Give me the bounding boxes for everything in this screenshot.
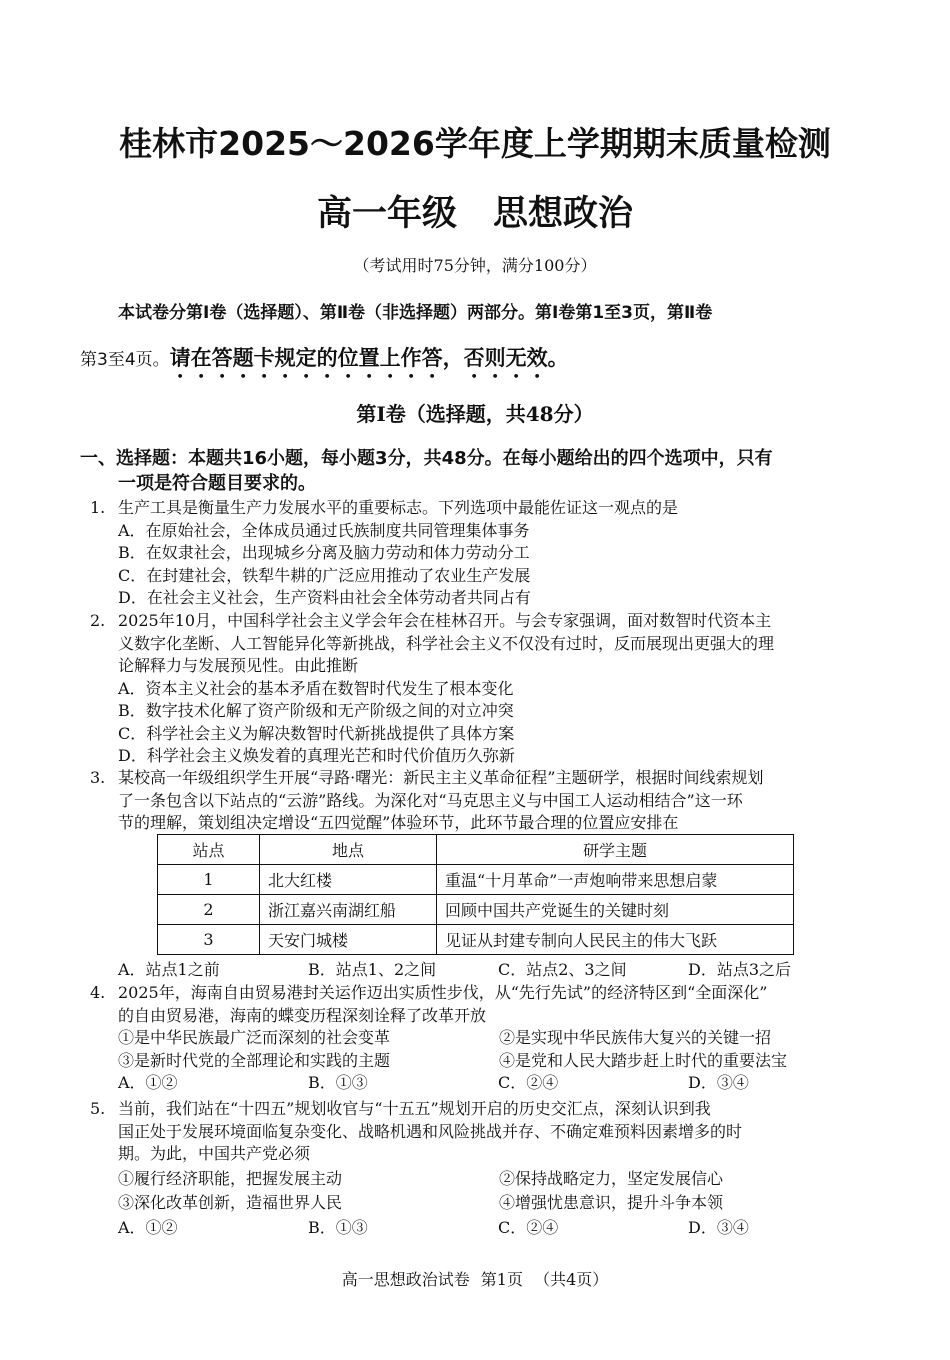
question-stem-line: 节的理解，策划组决定增设“五四觉醒”体验环节，此环节最合理的位置应安排在: [118, 813, 679, 832]
question-stem-line: 义数字化垄断、人工智能异化等新挑战，科学社会主义不仅没有过时，反而展现出更强大的理: [118, 633, 775, 653]
subject-label: 思想政治: [493, 194, 634, 234]
table-cell: 天安门城楼: [260, 925, 437, 955]
statement-1: ①是中华民族最广泛而深刻的社会变革: [118, 1028, 391, 1047]
table-row: [158, 865, 794, 895]
option-b: B．①③: [308, 1073, 368, 1092]
table-cell: 3: [158, 925, 260, 955]
statement-4: ④增强忧患意识，提升斗争本领: [499, 1193, 724, 1212]
option-a: A．资本主义社会的基本矛盾在数智时代发生了根本变化: [118, 678, 514, 698]
table-cell: 2: [158, 895, 260, 925]
table-cell: 浙江嘉兴南湖红船: [260, 895, 437, 925]
table-cell: 北大红楼: [260, 865, 437, 895]
question-stem: 生产工具是衡量生产力发展水平的重要标志。下列选项中最能佐证这一观点的是: [118, 498, 679, 517]
section-heading: [80, 446, 880, 496]
question-5: [90, 1098, 880, 1239]
table-cell: 1: [158, 865, 260, 895]
option-c: C．②④: [498, 1073, 559, 1092]
statement-3: ③是新时代党的全部理论和实践的主题: [118, 1050, 391, 1070]
page-footer: 高一思想政治试卷 第1页 （共4页）: [341, 1270, 609, 1289]
option-d: D．③④: [688, 1217, 749, 1237]
statement-3: ③深化改革创新，造福世界人民: [118, 1193, 343, 1212]
table-cell: 回顾中国共产党诞生的关键时刻: [437, 895, 794, 925]
question-3-options: [90, 959, 880, 982]
question-stem-line: 2025年10月，中国科学社会主义学会年会在桂林召开。与会专家强调，面对数智时代资本主: [118, 611, 772, 630]
question-number: 5.: [90, 1099, 106, 1118]
option-a: A．①②: [118, 1217, 178, 1237]
exam-info: （考试用时75分钟，满分100分）: [353, 256, 597, 275]
station-table: [157, 834, 794, 955]
section-heading-line-2: 一项是符合题目要求的。: [118, 473, 316, 494]
intro-line-2-prefix: 第3至4页。: [80, 350, 170, 370]
option-b: B．①③: [308, 1217, 368, 1237]
table-header-row: [158, 835, 794, 865]
option-b: B．站点1、2之间: [308, 960, 437, 979]
question-number: 4.: [90, 983, 106, 1002]
option-a: A．在原始社会，全体成员通过氏族制度共同管理集体事务: [118, 520, 530, 540]
option-c: C．在封建社会，铁犁牛耕的广泛应用推动了农业生产发展: [118, 565, 531, 585]
question-3: [90, 767, 880, 835]
question-stem-line: 的自由贸易港，海南的蝶变历程深刻诠释了改革开放: [118, 1005, 487, 1025]
intro-emphasis: 请在答题卡规定的位置上作答，否则无效。: [169, 346, 569, 370]
question-number: 1.: [90, 498, 106, 517]
exam-title: 桂林市2025～2026学年度上学期期末质量检测: [119, 124, 831, 163]
intro-line-2: [80, 342, 880, 383]
option-c: C．②④: [498, 1217, 559, 1237]
option-a: A．①②: [118, 1073, 178, 1092]
option-a: A．站点1之前: [118, 960, 220, 979]
option-d: D．站点3之后: [688, 960, 792, 979]
question-number: 3.: [90, 768, 106, 787]
table-cell: 重温“十月革命”一声炮响带来思想启蒙: [437, 865, 794, 895]
section-heading-line-1: 一、选择题：本题共16小题，每小题3分，共48分。在每小题给出的四个选项中，只有: [80, 448, 773, 469]
grade-subject-title: [0, 186, 950, 236]
intro-line-1: 本试卷分第Ⅰ卷（选择题）、第Ⅱ卷（非选择题）两部分。第Ⅰ卷第1至3页，第Ⅱ卷: [118, 303, 713, 323]
option-b: B．在奴隶社会，出现城乡分离及脑力劳动和体力劳动分工: [118, 543, 530, 562]
option-d: D．③④: [688, 1073, 749, 1092]
question-4: [90, 982, 880, 1095]
question-stem-line: 期。为此，中国共产党必须: [118, 1144, 311, 1163]
grade-label: 高一年级: [316, 194, 457, 234]
option-d: D．在社会主义社会，生产资料由社会全体劳动者共同占有: [118, 588, 531, 607]
question-stem-line: 当前，我们站在“十四五”规划收官与“十五五”规划开启的历史交汇点，深刻认识到我: [118, 1099, 711, 1118]
question-stem-line: 2025年，海南自由贸易港封关运作迈出实质性步伐，从“先行先试”的经济特区到“全面深化”: [118, 983, 768, 1002]
question-stem-line: 某校高一年级组织学生开展“寻路·曙光：新民主主义革命征程”主题研学，根据时间线索规划: [118, 768, 764, 787]
statement-2: ②保持战略定力，坚定发展信心: [499, 1168, 724, 1188]
question-1: [90, 497, 880, 610]
question-stem-line: 国正处于发展环境面临复杂变化、战略机遇和风险挑战并存、不确定难预料因素增多的时: [118, 1121, 743, 1141]
table-row: [158, 895, 794, 925]
question-stem-line: 论解释力与发展预见性。由此推断: [118, 656, 359, 675]
column-header: 站点: [158, 835, 260, 865]
question-number: 2.: [90, 611, 106, 630]
statement-2: ②是实现中华民族伟大复兴的关键一招: [499, 1028, 772, 1047]
option-c: C．站点2、3之间: [498, 960, 627, 979]
option-d: D．科学社会主义焕发着的真理光芒和时代价值历久弥新: [118, 746, 515, 765]
option-c: C．科学社会主义为解决数智时代新挑战提供了具体方案: [118, 723, 515, 743]
column-header: 研学主题: [437, 835, 794, 865]
question-2: [90, 610, 880, 768]
column-header: 地点: [260, 835, 437, 865]
question-stem-line: 了一条包含以下站点的“云游”路线。为深化对“马克思主义与中国工人运动相结合”这一环: [118, 790, 743, 810]
statement-4: ④是党和人民大踏步赶上时代的重要法宝: [499, 1050, 788, 1070]
table-row: [158, 925, 794, 955]
option-b: B．数字技术化解了资产阶级和无产阶级之间的对立冲突: [118, 701, 514, 720]
table-cell: 见证从封建专制向人民民主的伟大飞跃: [437, 925, 794, 955]
part-1-title: 第Ⅰ卷（选择题，共48分）: [356, 402, 594, 426]
statement-1: ①履行经济职能，把握发展主动: [118, 1168, 343, 1188]
